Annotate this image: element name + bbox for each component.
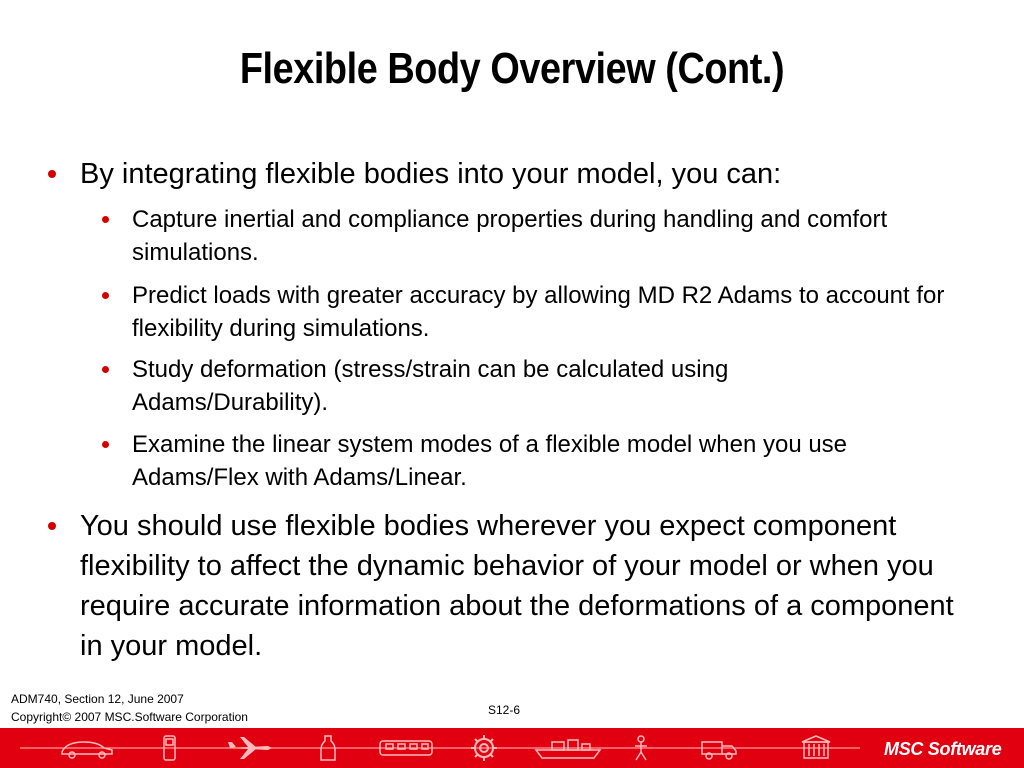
slide-title: Flexible Body Overview (Cont.) [239,44,785,93]
sub-bullet-item: Study deformation (stress/strain can be calculated using Adams/Durability). [132,353,892,419]
sub-bullet-item: Examine the linear system modes of a flexible model when you use Adams/Flex with Adams/Linear. [132,428,952,494]
bullet-dot [48,170,56,178]
car-icon [62,742,112,758]
ship-icon [536,740,600,758]
footer-bar [0,728,1024,768]
jet-icon [228,737,272,759]
footer-course: ADM740, Section 12, June 2007 [11,692,184,706]
bullet-item: You should use flexible bodies wherever you expect component flexibility to affect the dynamic behavior of your model or when you require accurate information about the deformations of a component in your model. [80,506,980,666]
bullet-dot [102,292,109,299]
bullet-dot [48,522,56,530]
footer-copyright: Copyright© 2007 MSC.Software Corporation [11,710,248,724]
msc-software-logo: MSC Software [884,739,1002,759]
building-icon [802,736,830,758]
footer-info [11,690,248,726]
bullet-item: By integrating flexible bodies into your model, you can: [80,154,980,194]
bullet-dot [102,216,109,223]
bullet-dot [102,366,109,373]
page-number: S12-6 [488,703,521,717]
bullet-dot [102,441,109,448]
truck-icon [702,742,736,759]
industry-icons-strip [0,728,880,768]
sub-bullet-item: Capture inertial and compliance properties during handling and comfort simulations. [132,203,952,269]
sub-bullet-item: Predict loads with greater accuracy by allowing MD R2 Adams to account for flexibility during simulations. [132,279,952,345]
